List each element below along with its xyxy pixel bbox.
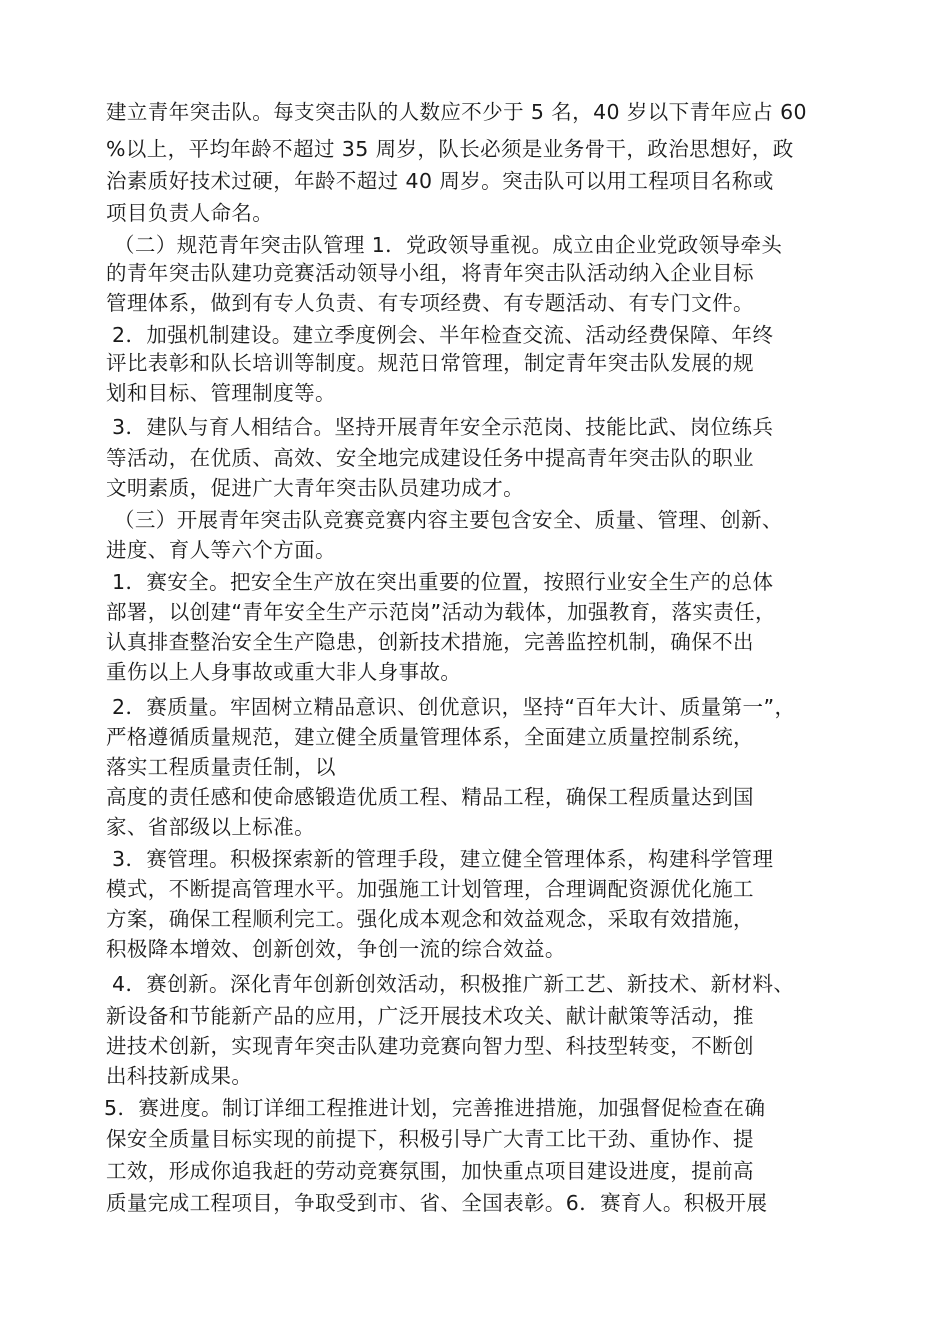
text-line: 模式，不断提高管理水平。加强施工计划管理，合理调配资源优化施工 [106, 877, 754, 901]
text-line: 治素质好技术过硬，年龄不超过 40 周岁。突击队可以用工程项目名称或 [106, 169, 774, 193]
text-line: 部署，以创建“青年安全生产示范岗”活动为载体，加强教育，落实责任， [106, 600, 776, 624]
text-line: 方案，确保工程顺利完工。强化成本观念和效益观念，采取有效措施， [106, 907, 754, 931]
text-line: 1．赛安全。把安全生产放在突出重要的位置，按照行业安全生产的总体 [112, 570, 774, 594]
text-line: 的青年突击队建功竞赛活动领导小组，将青年突击队活动纳入企业目标 [106, 261, 754, 285]
text-line: 严格遵循质量规范，建立健全质量管理体系，全面建立质量控制系统， [106, 725, 754, 749]
text-line: 3．赛管理。积极探索新的管理手段，建立健全管理体系，构建科学管理 [112, 847, 774, 871]
text-line: 保安全质量目标实现的前提下，积极引导广大青工比干劲、重协作、提 [106, 1127, 754, 1151]
text-line: 3．建队与育人相结合。坚持开展青年安全示范岗、技能比武、岗位练兵 [112, 415, 774, 439]
text-line: 4．赛创新。深化青年创新创效活动，积极推广新工艺、新技术、新材料、 [112, 972, 795, 996]
text-line: 新设备和节能新产品的应用，广泛开展技术攻关、献计献策等活动，推 [106, 1004, 754, 1028]
text-line: 项目负责人命名。 [106, 201, 274, 225]
text-line: 积极降本增效、创新创效，争创一流的综合效益。 [106, 937, 566, 961]
text-line: 等活动，在优质、高效、安全地完成建设任务中提高青年突击队的职业 [106, 446, 754, 470]
text-line: （二）规范青年突击队管理 1．党政领导重视。成立由企业党政领导牵头 [114, 233, 783, 257]
text-line: 重伤以上人身事故或重大非人身事故。 [106, 660, 462, 684]
text-line: 评比表彰和队长培训等制度。规范日常管理，制定青年突击队发展的规 [106, 351, 754, 375]
text-line: 进技术创新，实现青年突击队建功竞赛向智力型、科技型转变，不断创 [106, 1034, 754, 1058]
text-line: 2．赛质量。牢固树立精品意识、创优意识，坚持“百年大计、质量第一”， [112, 695, 796, 719]
text-line: 5．赛进度。制订详细工程推进计划，完善推进措施，加强督促检查在确 [104, 1096, 766, 1120]
text-line: 2．加强机制建设。建立季度例会、半年检查交流、活动经费保障、年终 [112, 323, 774, 347]
text-line: 文明素质，促进广大青年突击队员建功成才。 [106, 476, 524, 500]
text-line: 管理体系，做到有专人负责、有专项经费、有专题活动、有专门文件。 [106, 291, 754, 315]
text-line: %以上，平均年龄不超过 35 周岁，队长必须是业务骨干，政治思想好，政 [106, 137, 794, 161]
text-line: 建立青年突击队。每支突击队的人数应不少于 5 名，40 岁以下青年应占 60 [106, 100, 807, 124]
text-line: 认真排查整治安全生产隐患，创新技术措施，完善监控机制，确保不出 [106, 630, 754, 654]
text-line: 质量完成工程项目，争取受到市、省、全国表彰。6．赛育人。积极开展 [106, 1191, 768, 1215]
text-line: 进度、育人等六个方面。 [106, 538, 336, 562]
text-line: （三）开展青年突击队竞赛竞赛内容主要包含安全、质量、管理、创新、 [114, 508, 783, 532]
text-line: 家、省部级以上标准。 [106, 815, 315, 839]
text-line: 划和目标、管理制度等。 [106, 381, 336, 405]
text-line: 出科技新成果。 [106, 1064, 253, 1088]
text-line: 落实工程质量责任制，以 [106, 755, 336, 779]
text-line: 工效，形成你追我赶的劳动竞赛氛围，加快重点项目建设进度，提前高 [106, 1159, 754, 1183]
text-line: 高度的责任感和使命感锻造优质工程、精品工程，确保工程质量达到国 [106, 785, 754, 809]
